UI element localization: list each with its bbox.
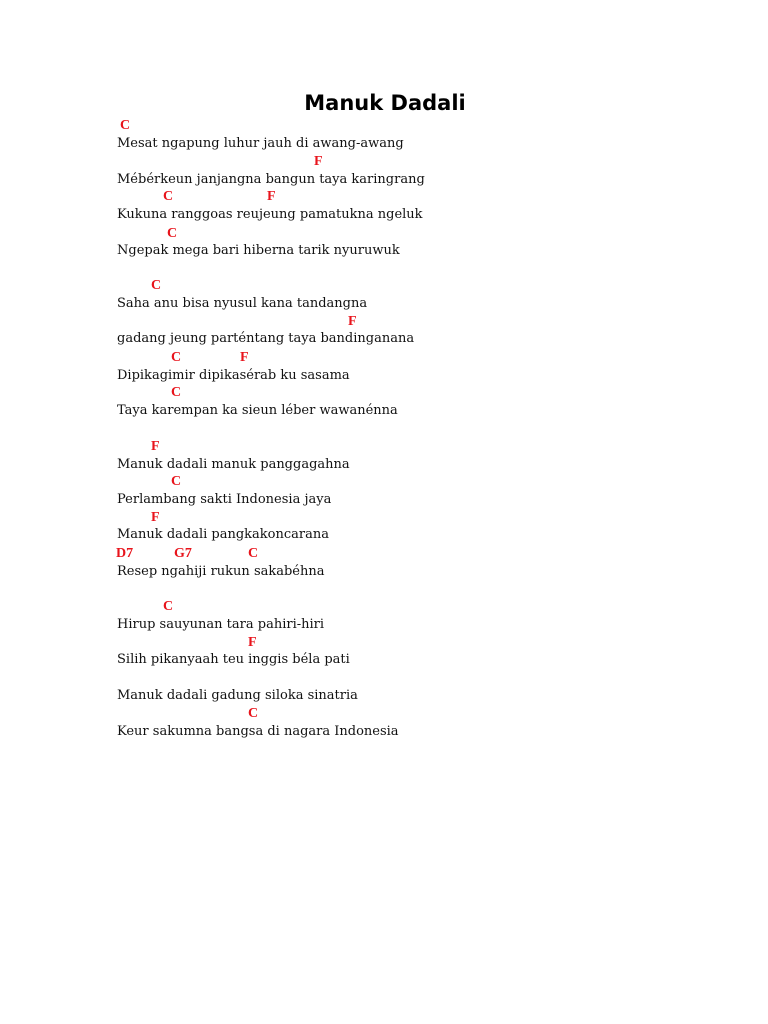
chord-label: F [248,635,257,650]
chord-label: C [171,350,182,365]
chord-label: C [248,706,259,721]
lyric-line: gadang jeung parténtang taya bandinganana [117,331,415,346]
chord-label: C [151,278,162,293]
lyric-line: Taya karempan ka sieun léber wawanénna [117,403,398,418]
chord-label: C [171,385,182,400]
lyric-line: Manuk dadali gadung siloka sinatria [117,688,358,703]
lyric-line: Saha anu bisa nyusul kana tandangna [117,296,368,311]
lyric-line: Dipikagimir dipikasérab ku sasama [117,368,350,383]
chord-label: C [171,474,182,489]
chord-label: D7 [116,546,134,561]
lyric-line: Perlambang sakti Indonesia jaya [117,492,332,507]
lyric-line: Keur sakumna bangsa di nagara Indonesia [117,724,399,739]
chord-label: C [167,226,178,241]
song-title: Manuk Dadali [304,91,466,115]
lyric-line: Ngepak mega bari hiberna tarik nyuruwuk [117,243,400,258]
lyric-line: Resep ngahiji rukun sakabéhna [117,564,325,579]
chord-label: F [348,314,357,329]
chord-label: F [151,510,160,525]
chord-label: F [267,189,276,204]
lyric-line: Manuk dadali pangkakoncarana [117,527,329,542]
lyric-line: Silih pikanyaah teu inggis béla pati [117,652,350,667]
chord-label: C [163,189,174,204]
chord-label: C [248,546,259,561]
chord-label: C [163,599,174,614]
lyric-line: Kukuna ranggoas reujeung pamatukna ngeluk [117,207,423,222]
chord-label: F [151,439,160,454]
chord-label: G7 [174,546,192,561]
lyric-line: Manuk dadali manuk panggagahna [117,457,350,472]
lyric-line: Hirup sauyunan tara pahiri-hiri [117,617,325,632]
chord-label: F [240,350,249,365]
chord-label: F [314,154,323,169]
lyric-line: Mébérkeun janjangna bangun taya karingrang [117,172,425,187]
chord-label: C [120,118,131,133]
lyric-line: Mesat ngapung luhur jauh di awang-awang [117,136,404,151]
